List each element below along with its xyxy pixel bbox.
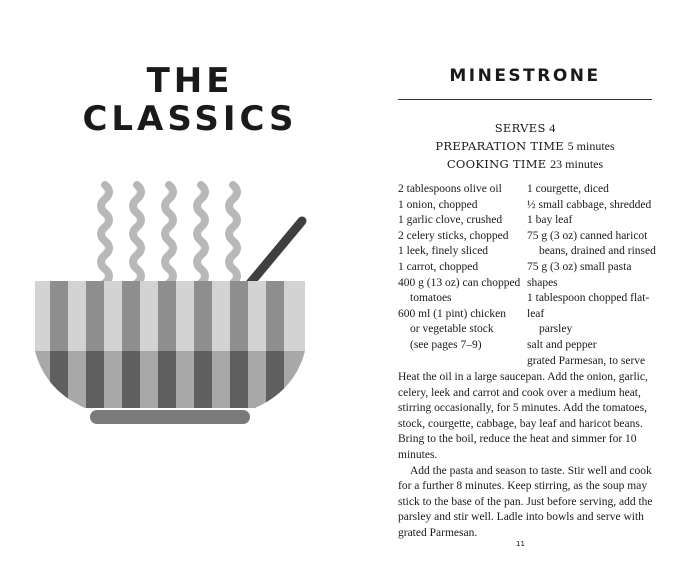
ingredient-line: beans, drained and rinsed: [539, 245, 656, 258]
method: [398, 370, 656, 542]
ingredient-line: parsley: [539, 323, 573, 336]
ingredient-line: or vegetable stock: [410, 323, 494, 336]
ingredient-line: 75 g (3 oz) small pasta shapes: [527, 260, 632, 289]
recipe-title: MINESTRONE: [449, 66, 601, 86]
meta-label: PREPARATION TIME: [435, 139, 564, 153]
ingredient-line: (see pages 7–9): [410, 338, 482, 351]
method-paragraph: Add the pasta and season to taste. Stir well and cook for a further 8 minutes. Keep stirring, as the soup may stick to the base of the pan. Just before serving, add the parsley and stir well. Ladle into bowls and serve with grated Parmesan.: [398, 464, 653, 539]
chapter-title-line1: THE: [146, 61, 234, 101]
ingredient-line: 1 onion, chopped: [398, 198, 478, 211]
noodle: [101, 185, 109, 283]
ingredient-line: 1 leek, finely sliced: [398, 245, 489, 258]
chapter-title-line2: CLASSICS: [82, 99, 298, 139]
bowl-base: [90, 410, 250, 424]
ingredient-line: tomatoes: [410, 292, 452, 305]
ingredients-column-1: [398, 182, 523, 354]
ingredient-line: grated Parmesan, to serve: [527, 354, 646, 367]
method-paragraph: Heat the oil in a large saucepan. Add the onion, garlic, celery, leek and carrot and cook over a medium heat, stirring occasionally, for 5 minutes. Add the tomatoes, stock, courgette, cabbage, bay leaf and haricot beans. Bring to the boil, reduce the heat and simmer for 10 minutes.: [398, 371, 648, 461]
ingredient-line: 2 tablespoons olive oil: [398, 183, 502, 195]
noodle: [133, 185, 141, 283]
ingredients-column-2: [527, 182, 657, 369]
soup-bowl-icon: [30, 175, 320, 441]
ingredient-line: 2 celery sticks, chopped: [398, 229, 509, 242]
title-divider: [398, 99, 652, 100]
ingredient-line: 75 g (3 oz) canned haricot: [527, 229, 648, 242]
meta-cooking-time: [398, 155, 652, 173]
ingredient-line: ½ small cabbage, shredded: [527, 198, 652, 211]
meta-preparation-time: [398, 137, 652, 155]
meta-value: 23 minutes: [550, 157, 604, 171]
ingredient-line: 1 carrot, chopped: [398, 260, 479, 273]
meta-label: COOKING TIME: [446, 157, 547, 171]
ingredient-line: 400 g (13 oz) can chopped: [398, 276, 521, 289]
meta-value: 5 minutes: [567, 139, 615, 153]
ingredient-line: salt and pepper: [527, 338, 597, 351]
ingredient-line: 1 tablespoon chopped flat-leaf: [527, 292, 650, 320]
recipe-meta: [398, 119, 652, 173]
meta-serves: [398, 119, 652, 137]
page-number: 11: [516, 540, 525, 548]
ingredient-line: 1 garlic clove, crushed: [398, 214, 503, 227]
ingredient-line: 1 courgette, diced: [527, 183, 609, 195]
ingredient-line: 1 bay leaf: [527, 214, 573, 227]
noodle: [229, 185, 237, 283]
meta-label: SERVES: [494, 121, 546, 135]
meta-value: 4: [549, 121, 556, 135]
noodle: [197, 185, 205, 283]
noodle: [165, 185, 173, 283]
ingredient-line: 600 ml (1 pint) chicken: [398, 307, 506, 320]
chapter-title: [60, 62, 320, 138]
